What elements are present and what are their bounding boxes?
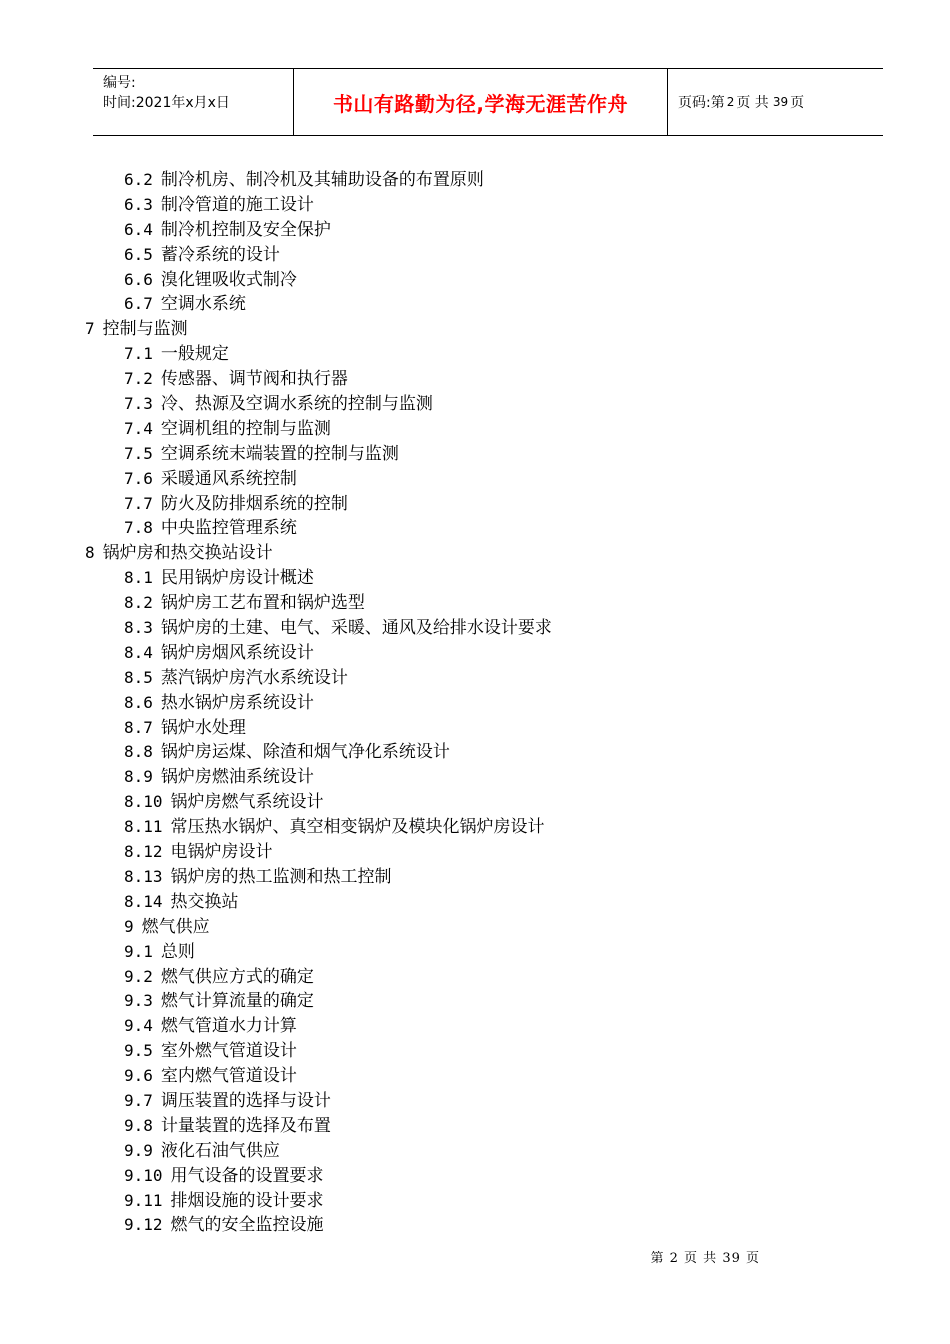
serial-label: 编号: <box>103 75 136 91</box>
toc-entry-title: 锅炉房燃气系统设计 <box>170 792 324 813</box>
toc-entry-title: 蓄冷系统的设计 <box>160 244 280 265</box>
toc-entry-number: 8.1 <box>124 568 153 588</box>
toc-entry-title: 传感器、调节阀和执行器 <box>160 369 348 390</box>
toc-entry <box>0 541 950 566</box>
toc-entry-title: 蒸汽锅炉房汽水系统设计 <box>160 667 348 688</box>
toc-entry <box>0 1189 950 1214</box>
toc-entry-title: 空调机组的控制与监测 <box>160 418 331 439</box>
toc-entry-title: 制冷机房、制冷机及其辅助设备的布置原则 <box>160 170 484 190</box>
page-total: 39 <box>772 95 789 109</box>
toc-entry-number: 8.6 <box>124 692 153 712</box>
toc-entry <box>0 765 950 790</box>
toc-entry <box>0 616 950 641</box>
toc-entry-number: 6.3 <box>124 194 153 214</box>
toc-entry-number: 9.10 <box>124 1165 163 1185</box>
toc-entry <box>0 342 950 367</box>
toc-entry <box>0 641 950 666</box>
page-label: 页码:第 <box>678 95 725 111</box>
toc-entry-title: 采暖通风系统控制 <box>160 468 297 489</box>
slogan: 书山有路勤为径,学海无涯苦作舟 <box>332 91 629 116</box>
toc-entry-number: 7.5 <box>124 443 153 463</box>
toc-entry-title: 锅炉房工艺布置和锅炉选型 <box>160 593 365 614</box>
toc-entry-number: 7.3 <box>124 394 153 414</box>
toc-entry-number: 8.4 <box>124 642 153 662</box>
toc-entry-number: 6.5 <box>124 244 153 264</box>
toc-entry-title: 制冷管道的施工设计 <box>160 194 314 215</box>
toc-entry <box>0 168 950 193</box>
toc-entry <box>0 1064 950 1089</box>
toc-entry-title: 锅炉房运煤、除渣和烟气净化系统设计 <box>160 742 450 763</box>
toc-entry-title: 调压装置的选择与设计 <box>160 1090 331 1111</box>
toc-entry-title: 排烟设施的设计要求 <box>170 1190 324 1211</box>
toc-entry-title: 锅炉房的土建、电气、采暖、通风及给排水设计要求 <box>160 618 552 639</box>
toc-entry-title: 民用锅炉房设计概述 <box>160 568 314 589</box>
toc-entry <box>0 1114 950 1139</box>
toc-entry <box>0 268 950 293</box>
toc-entry-number: 7.6 <box>124 468 153 488</box>
toc-entry-title: 燃气的安全监控设施 <box>170 1215 324 1236</box>
toc-entry-number: 8.10 <box>124 792 163 812</box>
toc-entry <box>0 442 950 467</box>
toc-entry-title: 电锅炉房设计 <box>170 842 273 863</box>
toc-entry-number: 9.2 <box>124 966 153 986</box>
toc-entry-number: 8.9 <box>124 767 153 787</box>
toc-entry <box>0 392 950 417</box>
toc-entry-title: 空调系统末端装置的控制与监测 <box>160 443 399 464</box>
toc-entry <box>0 666 950 691</box>
toc-entry-number: 9.7 <box>124 1090 153 1110</box>
toc-entry <box>0 417 950 442</box>
toc-entry-title: 锅炉房的热工监测和热工控制 <box>170 866 392 887</box>
table-of-contents <box>0 168 950 1238</box>
toc-entry <box>0 790 950 815</box>
toc-entry-number: 9.8 <box>124 1115 153 1135</box>
toc-entry <box>0 566 950 591</box>
toc-entry-title: 防火及防排烟系统的控制 <box>160 493 348 514</box>
toc-entry-number: 7.4 <box>124 418 153 438</box>
toc-entry-title: 燃气供应方式的确定 <box>160 966 314 987</box>
toc-entry <box>0 940 950 965</box>
toc-entry <box>0 890 950 915</box>
toc-entry-title: 中央监控管理系统 <box>160 518 297 539</box>
toc-entry-number: 9.4 <box>124 1016 153 1036</box>
toc-entry-number: 6.2 <box>124 170 153 189</box>
toc-entry-title: 常压热水锅炉、真空相变锅炉及模块化锅炉房设计 <box>170 817 545 838</box>
toc-entry-title: 控制与监测 <box>102 319 188 340</box>
page-mid: 页 共 <box>736 95 769 111</box>
toc-entry <box>0 840 950 865</box>
toc-entry-number: 8.11 <box>124 817 163 837</box>
toc-entry-number: 9 <box>124 916 134 936</box>
header-slogan-cell <box>294 69 668 135</box>
toc-entry <box>0 716 950 741</box>
toc-entry-title: 室内燃气管道设计 <box>160 1066 297 1087</box>
page-header <box>93 68 883 136</box>
toc-entry-title: 燃气管道水力计算 <box>160 1016 297 1037</box>
toc-entry <box>0 1164 950 1189</box>
toc-entry <box>0 317 950 342</box>
toc-entry-number: 6.4 <box>124 219 153 239</box>
toc-entry-title: 室外燃气管道设计 <box>160 1041 297 1062</box>
toc-entry <box>0 292 950 317</box>
page-end: 页 <box>790 95 805 111</box>
toc-entry <box>0 865 950 890</box>
toc-entry-number: 8.13 <box>124 866 163 886</box>
toc-entry <box>0 691 950 716</box>
toc-entry-number: 9.6 <box>124 1066 153 1086</box>
toc-entry-title: 锅炉房和热交换站设计 <box>102 543 273 564</box>
header-page-cell <box>668 69 883 135</box>
toc-entry-number: 8.3 <box>124 618 153 638</box>
toc-entry-title: 液化石油气供应 <box>160 1140 280 1161</box>
toc-entry-number: 8.7 <box>124 717 153 737</box>
toc-entry-number: 9.5 <box>124 1041 153 1061</box>
toc-entry-title: 锅炉房烟风系统设计 <box>160 642 314 663</box>
toc-entry <box>0 740 950 765</box>
toc-entry-title: 冷、热源及空调水系统的控制与监测 <box>160 394 433 415</box>
toc-entry <box>0 815 950 840</box>
time-label: 时间:2021年x月x日 <box>103 95 230 111</box>
toc-entry-number: 9.12 <box>124 1215 163 1235</box>
toc-entry-title: 燃气供应 <box>141 916 210 937</box>
toc-entry-title: 热交换站 <box>170 891 239 912</box>
toc-entry-title: 溴化锂吸收式制冷 <box>160 269 297 290</box>
toc-entry-title: 锅炉水处理 <box>160 717 246 738</box>
toc-entry <box>0 367 950 392</box>
toc-entry <box>0 965 950 990</box>
toc-entry-title: 总则 <box>160 941 195 962</box>
toc-entry-title: 制冷机控制及安全保护 <box>160 219 331 240</box>
toc-entry-title: 热水锅炉房系统设计 <box>160 692 314 713</box>
toc-entry-number: 8.5 <box>124 667 153 687</box>
toc-entry <box>0 218 950 243</box>
page-footer: 第 2 页 共 39 页 <box>650 1251 760 1266</box>
toc-entry <box>0 1139 950 1164</box>
toc-entry <box>0 193 950 218</box>
toc-entry-title: 锅炉房燃油系统设计 <box>160 767 314 788</box>
toc-entry <box>0 243 950 268</box>
toc-entry-number: 9.11 <box>124 1190 163 1210</box>
toc-entry <box>0 467 950 492</box>
toc-entry-number: 8.8 <box>124 742 153 762</box>
toc-entry-title: 用气设备的设置要求 <box>170 1165 324 1186</box>
toc-entry <box>0 1014 950 1039</box>
toc-entry-number: 8.2 <box>124 593 153 613</box>
toc-entry-number: 8.12 <box>124 842 163 862</box>
toc-entry <box>0 492 950 517</box>
toc-entry-number: 9.3 <box>124 991 153 1011</box>
toc-entry-title: 空调水系统 <box>160 294 246 315</box>
page-current: 2 <box>726 95 735 109</box>
header-meta-cell <box>93 69 294 135</box>
toc-entry <box>0 591 950 616</box>
toc-entry-number: 7.7 <box>124 493 153 513</box>
toc-entry-title: 燃气计算流量的确定 <box>160 991 314 1012</box>
toc-entry <box>0 1213 950 1238</box>
toc-entry-number: 7.1 <box>124 344 153 364</box>
toc-entry <box>0 915 950 940</box>
toc-entry <box>0 1039 950 1064</box>
toc-entry <box>0 989 950 1014</box>
toc-entry-number: 8.14 <box>124 891 163 911</box>
toc-entry-number: 7.8 <box>124 518 153 538</box>
toc-entry-number: 7 <box>85 319 95 339</box>
toc-entry-number: 6.7 <box>124 294 153 314</box>
toc-entry-number: 8 <box>85 543 95 563</box>
toc-entry-title: 一般规定 <box>160 344 229 365</box>
toc-entry <box>0 516 950 541</box>
toc-entry-title: 计量装置的选择及布置 <box>160 1115 331 1136</box>
toc-entry-number: 6.6 <box>124 269 153 289</box>
toc-entry-number: 9.9 <box>124 1140 153 1160</box>
toc-entry-number: 7.2 <box>124 369 153 389</box>
toc-entry <box>0 1089 950 1114</box>
toc-entry-number: 9.1 <box>124 941 153 961</box>
